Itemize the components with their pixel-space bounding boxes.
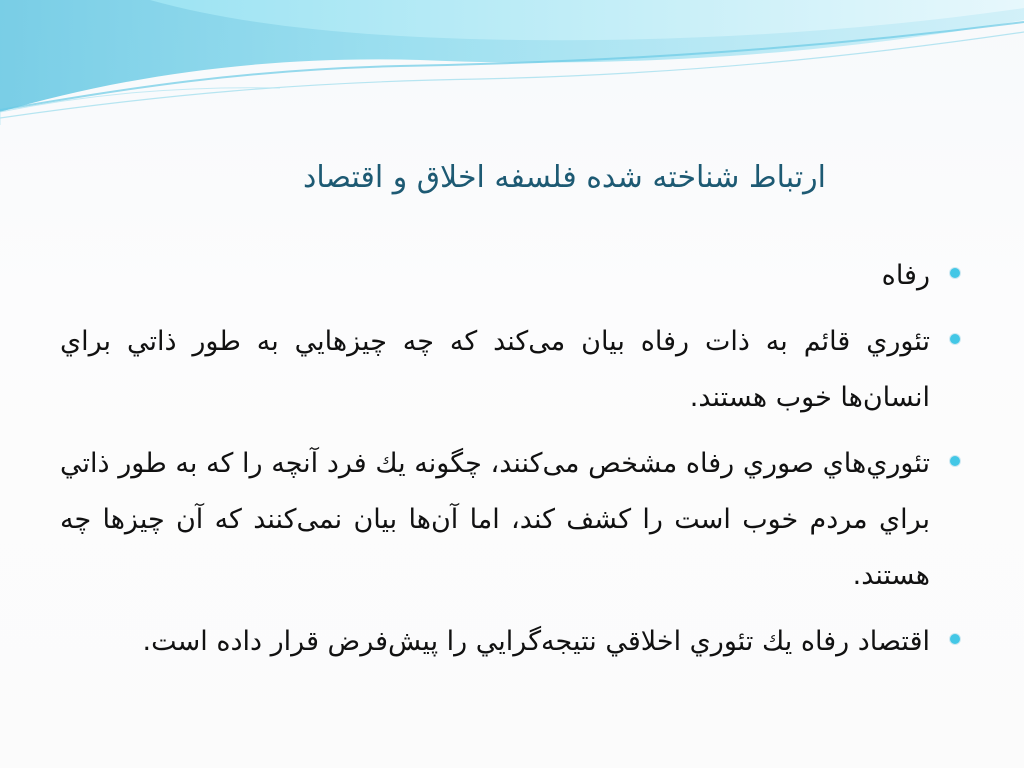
header-wave-decoration [0,0,1024,125]
content-area [60,248,962,680]
bullet-icon [950,334,960,344]
bullet-text: تئوري قائم به ذات رفاه بيان می‌کند که چه چيزهايي به طور ذاتي براي انسان‌ها خوب هستند. [60,326,930,413]
bullet-item [60,614,962,670]
bullet-icon [950,456,960,466]
bullet-text: تئوري‌هاي صوري رفاه مشخص می‌کنند، چگونه يك فرد آنچه را که به طور ذاتي براي مردم خوب است را کشف کند، اما آن‌ها بيان نمی‌کنند که آن چيزها چه هستند. [60,448,930,591]
bullet-item [60,436,962,604]
bullet-icon [950,634,960,644]
bullet-item [60,314,962,426]
bullet-icon [950,268,960,278]
bullet-list [60,248,962,670]
page-title: ارتباط شناخته شده فلسفه اخلاق و اقتصاد [302,160,826,195]
bullet-text: رفاه [881,260,930,291]
bullet-item [60,248,962,304]
bullet-text: اقتصاد رفاه يك تئوري اخلاقي نتيجه‌گرايي را پيش‌فرض قرار داده است. [142,626,930,657]
